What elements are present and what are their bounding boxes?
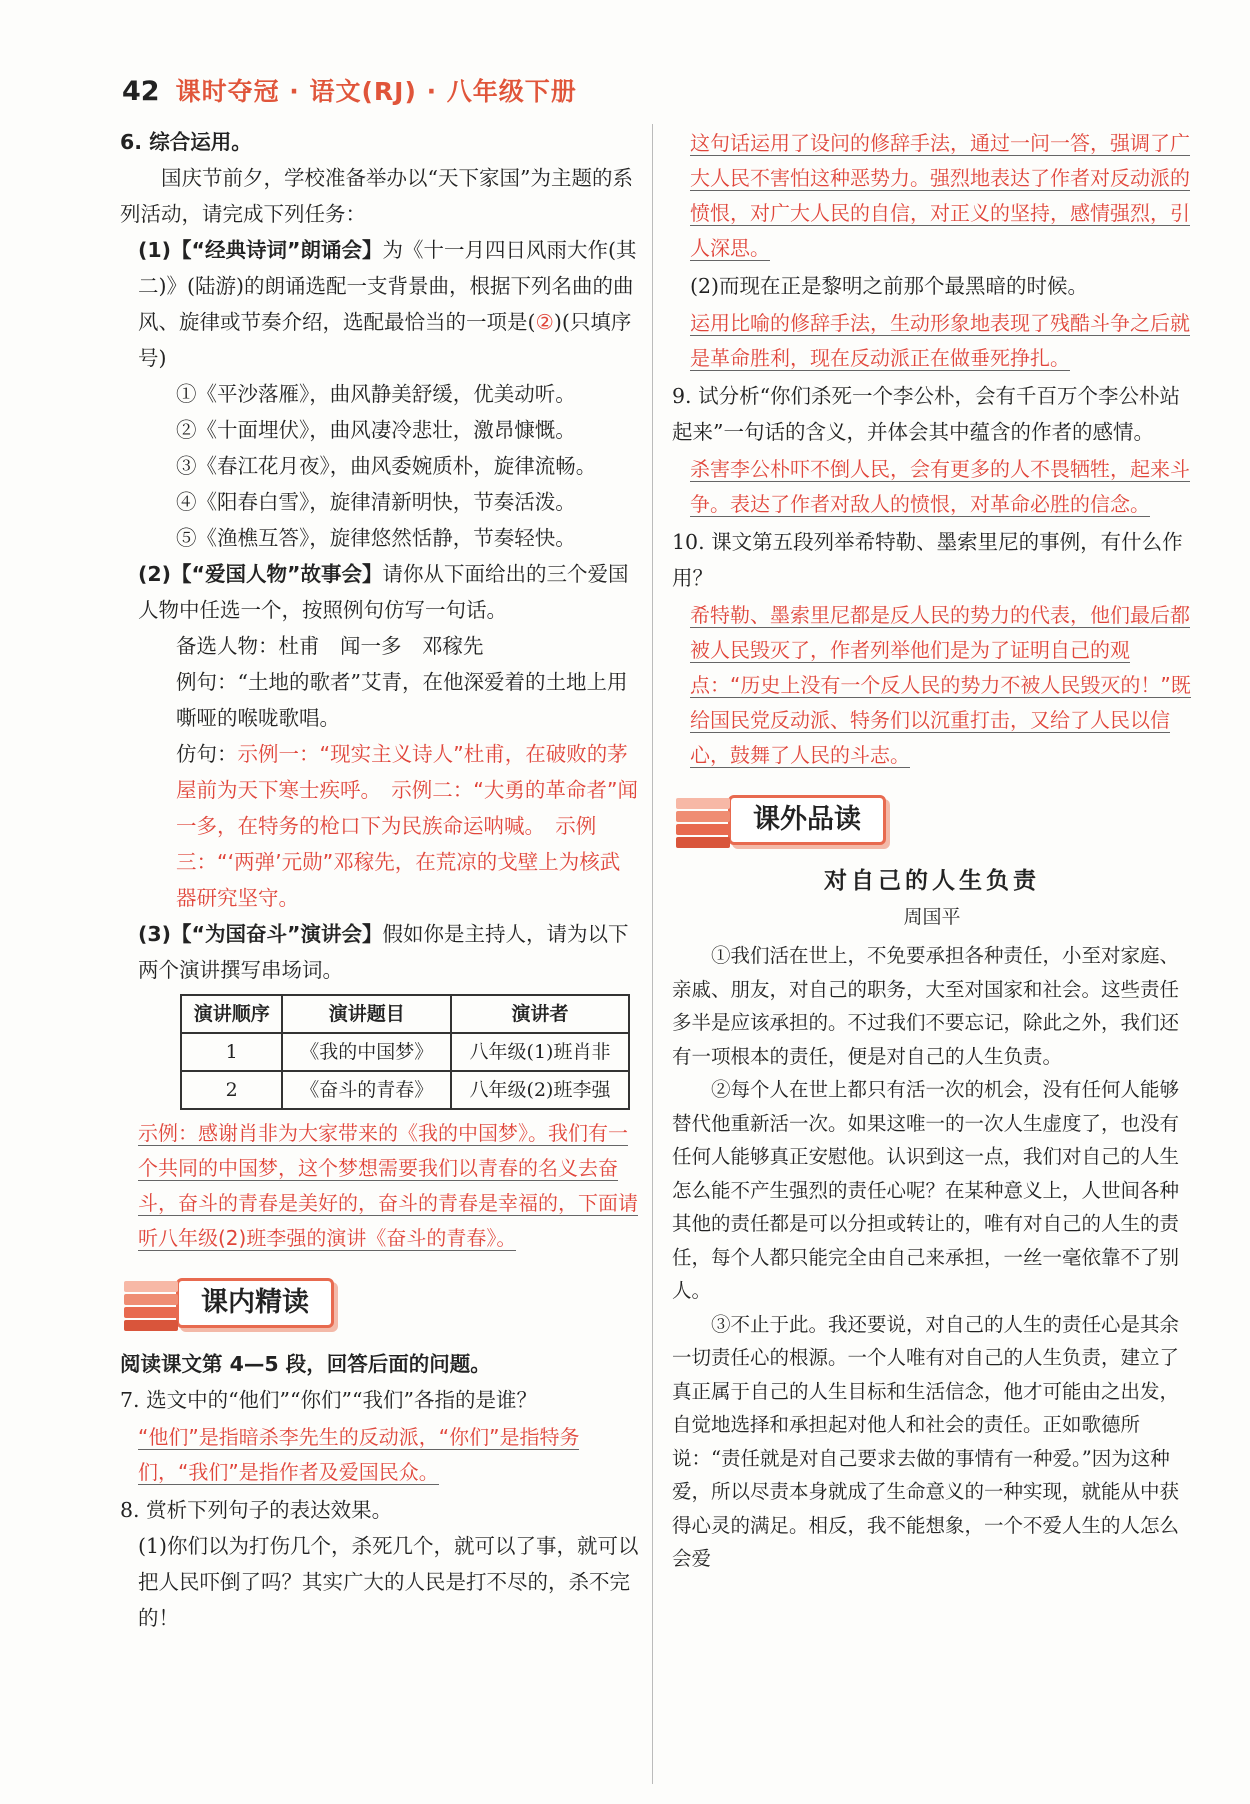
- q8-1-answer: [672, 126, 1192, 266]
- section-banner-label: 课外品读: [728, 795, 886, 845]
- q7: 7. 选文中的“他们”“你们”“我们”各指的是谁？: [120, 1388, 537, 1412]
- q10-answer-text: 希特勒、墨索里尼都是反人民的势力的代表，他们最后都被人民毁灭了，作者列举他们是为了证明自己的观点：“历史上没有一个反人民的势力不被人民毁灭的！”既给国民党反动派、特务们以沉重打击，又给了人民以信心，鼓舞了人民的斗志。: [690, 603, 1191, 767]
- col-header: 演讲题目: [282, 995, 451, 1033]
- right-column: [672, 124, 1192, 1576]
- table-cell: 《奋斗的青春》: [282, 1071, 451, 1109]
- imitate-label: 仿句：: [176, 742, 238, 766]
- q9-answer-text: 杀害李公朴吓不倒人民，会有更多的人不畏牺牲，起来斗争。表达了作者对敌人的愤恨，对革命必胜的信念。: [690, 457, 1190, 516]
- q6-2-text: 请你从下面给出的三个爱国人物中任选一个，按照例句仿写一句话。: [138, 562, 629, 622]
- q6-2-label: (2)【“爱国人物”故事会】: [138, 562, 383, 586]
- q6-intro: 国庆节前夕，学校准备举办以“天下家国”为主题的系列活动，请完成下列任务：: [120, 166, 633, 226]
- q8-2-answer: [672, 306, 1192, 376]
- option-4: ④《阳春白雪》，旋律清新明快，节奏活泼。: [176, 490, 576, 514]
- column-divider: [652, 124, 653, 1784]
- article-paragraph: ③不止于此。我还要说，对自己的人生的责任心是其余一切责任心的根源。一个人唯有对自己的人生负责，建立了真正属于自己的人生目标和生活信念，他才可能由之出发，自觉地选择和承担起对他人和社会的责任。正如歌德所说：“责任就是对自己要求去做的事情有一种爱。”因为这种爱，所以尽责本身就成了生命意义的一种实现，就能从中获得心灵的满足。相反，我不能想象，一个不爱人生的人怎么会爱: [672, 1312, 1180, 1570]
- q6-2: [120, 556, 640, 628]
- q7-answer-text: “他们”是指暗杀李先生的反动派，“你们”是指特务们，“我们”是指作者及爱国民众。: [138, 1425, 580, 1484]
- books-icon: [120, 1275, 182, 1331]
- article-paragraph: ①我们活在世上，不免要承担各种责任，小至对家庭、亲戚、朋友，对自己的职务，大至对国家和社会。这些责任多半是应该承担的。不过我们不要忘记，除此之外，我们还有一项根本的责任，便是对自己的人生负责。: [672, 944, 1180, 1068]
- book-title: 课时夺冠 · 语文(RJ) · 八年级下册: [175, 77, 577, 106]
- q6-2-imitate: [120, 736, 640, 916]
- read-instruction: 阅读课文第 4—5 段，回答后面的问题。: [120, 1352, 491, 1376]
- section-banner-extra: [672, 787, 1192, 853]
- q6-2-candidates: 备选人物：杜甫 闻一多 邓稼先: [176, 634, 484, 658]
- speech-table: [180, 994, 630, 1110]
- q6-1-text: 为《十一月四日风雨大作(其二)》(陆游)的朗诵选配一支背景曲，根据下列名曲的曲风、旋律或节奏介绍，选配最恰当的一项是(: [138, 238, 637, 334]
- q6-3-label: (3)【“为国奋斗”演讲会】: [138, 922, 383, 946]
- table-header-row: [181, 995, 629, 1033]
- article-paragraph: ②每个人在世上都只有活一次的机会，没有任何人能够替代他重新活一次。如果这唯一的一次人生虚度了，也没有任何人能够真正安慰他。认识到这一点，我们对自己的人生怎么能不产生强烈的责任心呢？在某种意义上，人世间各种其他的责任都是可以分担或转让的，唯有对自己的人生的责任，每个人都只能完全由自己来承担，一丝一毫依靠不了别人。: [672, 1078, 1180, 1302]
- q6-title: 6. 综合运用。: [120, 130, 252, 154]
- q10: 10. 课文第五段列举希特勒、墨索里尼的事例，有什么作用？: [672, 530, 1183, 590]
- q6-3-text: 假如你是主持人，请为以下两个演讲撰写串场词。: [138, 922, 629, 982]
- option-3: ③《春江花月夜》，曲风委婉质朴，旋律流畅。: [176, 454, 597, 478]
- col-header: 演讲顺序: [181, 995, 282, 1033]
- q8-1-answer-text: 这句话运用了设问的修辞手法，通过一问一答，强调了广大人民不害怕这种恶势力。强烈地表达了作者对反动派的愤恨，对广大人民的自信，对正义的坚持，感情强烈，引人深思。: [690, 131, 1190, 260]
- article-body: [672, 939, 1192, 1576]
- table-row: [181, 1033, 629, 1071]
- q8: 8. 赏析下列句子的表达效果。: [120, 1498, 393, 1522]
- table-cell: 1: [181, 1033, 282, 1071]
- table-cell: 八年级(1)班肖非: [451, 1033, 629, 1071]
- q6-2-example: 例句：“土地的歌者”艾青，在他深爱着的土地上用嘶哑的喉咙歌唱。: [176, 670, 628, 730]
- q6-1: [120, 232, 640, 376]
- books-icon: [672, 792, 734, 848]
- page-header: [122, 72, 577, 112]
- q6-1-tail: )(只填序号): [138, 310, 632, 370]
- table-cell: 2: [181, 1071, 282, 1109]
- article-title: 对自己的人生负责: [824, 867, 1040, 894]
- section-banner-label: 课内精读: [176, 1278, 334, 1328]
- section-banner-in-class: [120, 1270, 640, 1336]
- option-2: ②《十面埋伏》，曲风凄冷悲壮，激昂慷慨。: [176, 418, 576, 442]
- q6-3: [120, 916, 640, 988]
- q9-answer: [672, 452, 1192, 522]
- q6-1-label: (1)【“经典诗词”朗诵会】: [138, 238, 383, 262]
- q10-answer: [672, 598, 1192, 773]
- q6-2-answer: 示例一：“现实主义诗人”杜甫，在破败的茅屋前为天下寒士疾呼。 示例二：“大勇的革命者”闻一多，在特务的枪口下为民族命运呐喊。 示例三：“‘两弹’元勋”邓稼先，在荒凉的戈壁上为核武器研究坚守。: [176, 742, 638, 910]
- q8-2: (2)而现在正是黎明之前那个最黑暗的时候。: [690, 274, 1089, 298]
- col-header: 演讲者: [451, 995, 629, 1033]
- table-cell: 《我的中国梦》: [282, 1033, 451, 1071]
- left-column: [120, 124, 640, 1636]
- table-cell: 八年级(2)班李强: [451, 1071, 629, 1109]
- q6-3-answer: [120, 1116, 640, 1256]
- q6-3-answer-text: 示例：感谢肖非为大家带来的《我的中国梦》。我们有一个共同的中国梦，这个梦想需要我们以青春的名义去奋斗，奋斗的青春是美好的，奋斗的青春是幸福的，下面请听八年级(2)班李强的演讲《奋斗的青春》。: [138, 1121, 638, 1250]
- table-row: [181, 1071, 629, 1109]
- article-author: 周国平: [903, 906, 961, 928]
- option-1: ①《平沙落雁》，曲风静美舒缓，优美动听。: [176, 382, 576, 406]
- option-5: ⑤《渔樵互答》，旋律悠然恬静，节奏轻快。: [176, 526, 576, 550]
- q8-2-answer-text: 运用比喻的修辞手法，生动形象地表现了残酷斗争之后就是革命胜利，现在反动派正在做垂死挣扎。: [690, 311, 1190, 370]
- q8-1: (1)你们以为打伤几个，杀死几个，就可以了事，就可以把人民吓倒了吗？其实广大的人民是打不尽的，杀不完的！: [138, 1534, 639, 1630]
- q6-1-answer: ②: [535, 310, 554, 334]
- q9: 9. 试分析“你们杀死一个李公朴，会有千百万个李公朴站起来”一句话的含义，并体会其中蕴含的作者的感情。: [672, 384, 1181, 444]
- q7-answer: [120, 1420, 640, 1490]
- page-number: 42: [122, 76, 160, 107]
